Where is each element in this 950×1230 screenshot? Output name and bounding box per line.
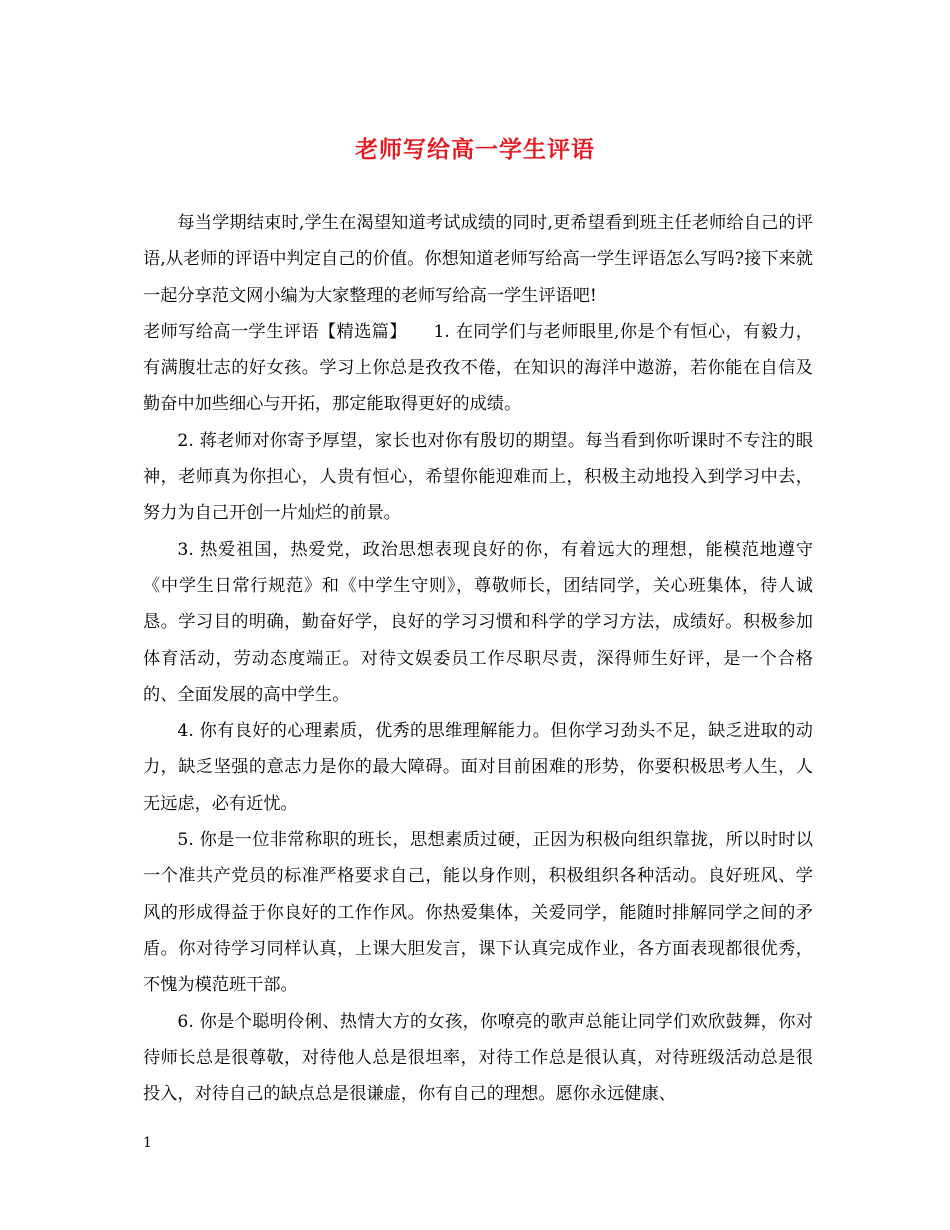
comment-item-5: 5. 你是一位非常称职的班长，思想素质过硬，正因为积极向组织靠拢，所以时时以一个准共产党员的标准严格要求自己，能以身作则，积极组织各种活动。良好班风、学风的形成得益于你良好的工作作风。你热爱集体，关爱同学，能随时排解同学之间的矛盾。你对待学习同样认真，上课大胆发言，课下认真完成作业，各方面表现都很优秀，不愧为模范班干部。	[143, 830, 813, 996]
comment-item-6: 6. 你是个聪明伶俐、热情大方的女孩，你嘹亮的歌声总能让同学们欢欣鼓舞，你对待师长总是很尊敬，对待他人总是很坦率，对待工作总是很认真，对待班级活动总是很投入，对待自己的缺点总是很谦虚，你有自己的理想。愿你永远健康、	[143, 1011, 813, 1105]
page-number: 1	[143, 1135, 152, 1151]
section-heading-paragraph: 老师写给高一学生评语【精选篇】 1. 在同学们与老师眼里,你是个有恒心，有毅力，有满腹壮志的好女孩。学习上你总是孜孜不倦，在知识的海洋中遨游，若你能在自信及勤奋中加些细心与开拓，那定能取得更好的成绩。	[143, 321, 813, 415]
document-title: 老师写给高一学生评语	[355, 136, 595, 163]
comment-item-2: 2. 蒋老师对你寄予厚望，家长也对你有殷切的期望。每当看到你听课时不专注的眼神，老师真为你担心，人贵有恒心，希望你能迎难而上，积极主动地投入到学习中去，努力为自己开创一片灿烂的前景。	[143, 430, 813, 524]
intro-paragraph: 每当学期结束时,学生在渴望知道考试成绩的同时,更希望看到班主任老师给自己的评语,从老师的评语中判定自己的价值。你想知道老师写给高一学生评语怎么写吗?接下来就一起分享范文网小编为大家整理的老师写给高一学生评语吧!	[143, 213, 813, 306]
comment-item-4: 4. 你有良好的心理素质，优秀的思维理解能力。但你学习劲头不足，缺乏进取的动力，缺乏坚强的意志力是你的最大障碍。面对目前困难的形势，你要积极思考人生，人无远虑，必有近忧。	[143, 721, 813, 814]
document-body	[143, 205, 813, 1112]
comment-item-3: 3. 热爱祖国，热爱党，政治思想表现良好的你，有着远大的理想，能模范地遵守《中学生日常行规范》和《中学生守则》，尊敬师长，团结同学，关心班集体，待人诚恳。学习目的明确，勤奋好学，良好的学习习惯和科学的学习方法，成绩好。积极参加体育活动，劳动态度端正。对待文娱委员工作尽职尽责，深得师生好评，是一个合格的、全面发展的高中学生。	[143, 539, 813, 705]
